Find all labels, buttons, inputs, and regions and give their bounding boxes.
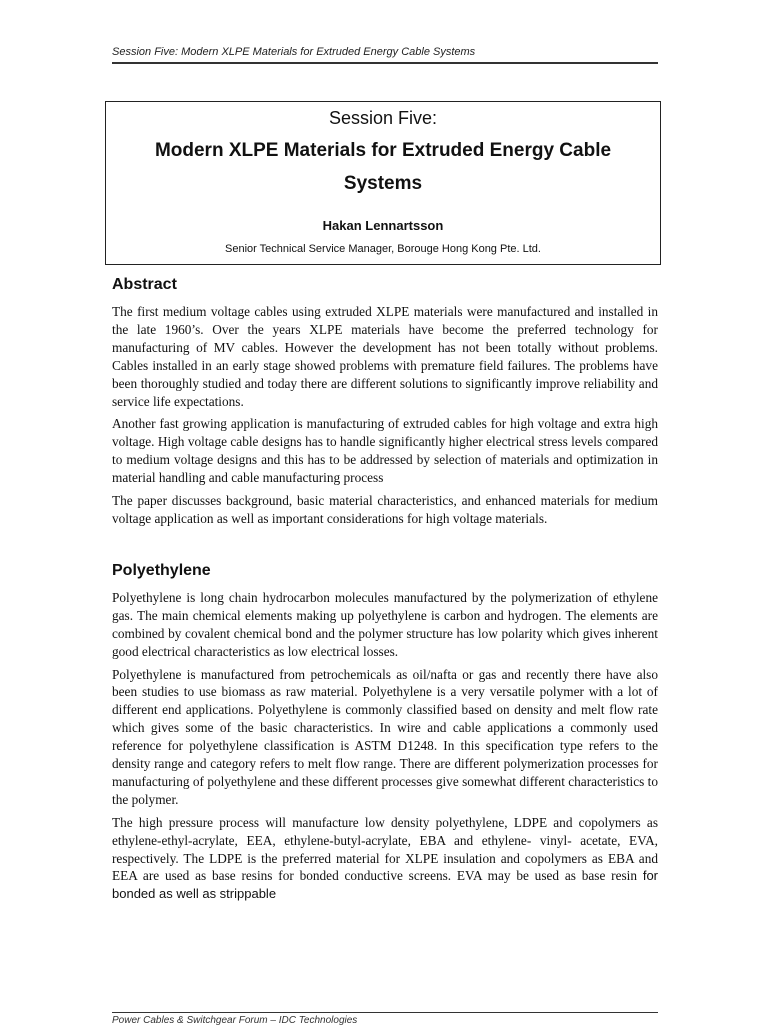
running-footer: Power Cables & Switchgear Forum – IDC Technologies — [112, 1012, 658, 1027]
polyethylene-paragraph-3-main: The high pressure process will manufacture low density polyethylene, LDPE and copolymers as ethylene-ethyl-acrylate, EEA, ethylene-butyl-acrylate, EBA and ethylene- vinyl- acetate, EVA, respectively. The LDPE is the preferred material for XLPE insulation and copolymers as EBA and EEA are used as base resins for bonded conductive screens. EVA may be used as base resin — [112, 814, 658, 884]
running-header-title: Modern XLPE Materials for Extruded Energy Cable Systems — [181, 46, 476, 58]
abstract-paragraph-3: The paper discusses background, basic material characteristics, and enhanced materials for medium voltage application as well as important considerations for high voltage materials. — [112, 493, 658, 526]
abstract-heading: Abstract — [112, 276, 177, 293]
polyethylene-paragraph-1: Polyethylene is long chain hydrocarbon molecules manufactured by the polymerization of ethylene gas. The main chemical elements making up polyethylene is carbon and hydrogen. The elements are combined by covalent chemical bond and the polymer structure has low polarity which gives inherent good electrical characteristics as low electrical losses. — [112, 589, 658, 659]
polyethylene-paragraph-3 — [112, 814, 658, 904]
session-label: Session Five: — [328, 108, 438, 128]
paper-body — [112, 272, 658, 903]
running-header-session: Session Five: — [112, 46, 179, 58]
author-name: Hakan Lennartsson — [322, 218, 444, 233]
polyethylene-heading: Polyethylene — [112, 561, 211, 579]
polyethylene-paragraph-2: Polyethylene is manufactured from petrochemicals as oil/nafta or gas and recently there have also been studies to use biomass as raw material. Polyethylene is a very versatile polymer with a lot of different end applications. Polyethylene is commonly classified based on density and melt flow rate which gives some of the basic characteristics. In wire and cable applications a commonly used reference for polyethylene classification is ASTM D1248. In this specification type refers to the density range and category refers to melt flow range. There are different polymerization processes for manufacturing of polyethylene and these different processes give somewhat different characteristics to the polymer. — [112, 666, 658, 807]
abstract-paragraph-2: Another fast growing application is manufacturing of extruded cables for high voltage and extra high voltage. High voltage cable designs has to handle significantly higher electrical stress levels compared to medium voltage designs and this has to be addressed by selection of materials and optimization in material handling and cable manufacturing process — [112, 416, 658, 486]
polyethylene-paragraph-3-tail: for bonded as well as strippable — [112, 868, 658, 902]
author-affiliation: Senior Technical Service Manager, Borouge Hong Kong Pte. Ltd. — [225, 243, 541, 255]
abstract-paragraph-1: The first medium voltage cables using extruded XLPE materials were manufactured and installed in the late 1960’s. Over the years XLPE materials have become the preferred technology for manufacturing of MV cables. However the development has not been totally without problems. Cables installed in an early stage showed problems with premature field failures. The problems have been thoroughly studied and today there are different solutions to significantly improve reliability and service life expectations. — [112, 304, 658, 409]
paper-title: Modern XLPE Materials for Extruded Energy Cable Systems — [154, 140, 612, 194]
running-header — [112, 46, 658, 64]
title-block — [105, 101, 661, 265]
